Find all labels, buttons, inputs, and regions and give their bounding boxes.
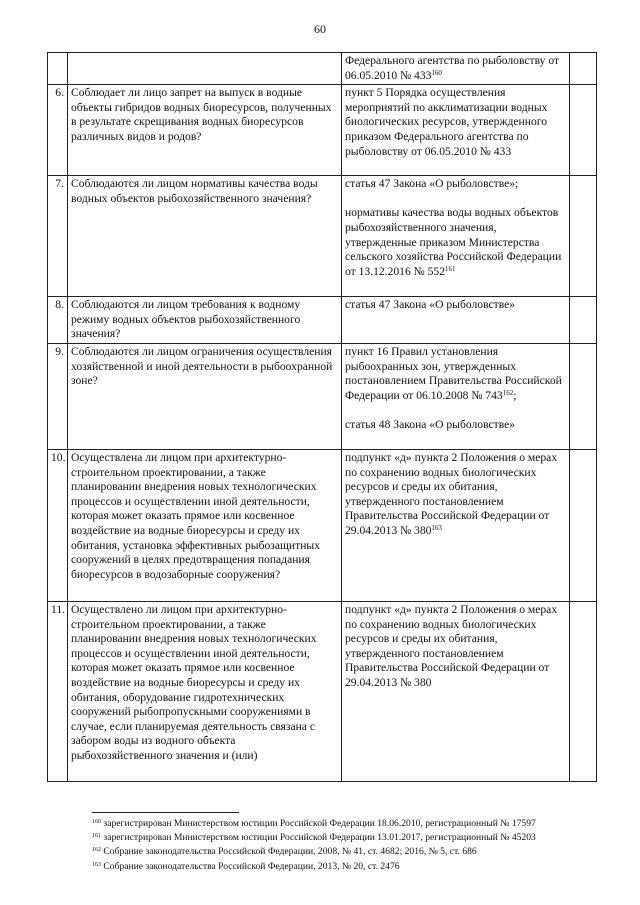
table-row (48, 53, 597, 85)
reference-paragraph: подпункт «д» пункта 2 Положения о мерах по сохранению водных биологических ресурсов и среды их обитания, утвержденного постановлением Правительства Российской Федерации от 29.04.2013 № $380^{163}$ (345, 450, 558, 537)
reference-paragraph: статья 48 Закона «О рыболовстве» (345, 417, 516, 431)
row-extra-cell (570, 85, 597, 176)
row-extra-cell (570, 449, 597, 601)
reference-paragraph: подпункт «д» пункта 2 Положения о мерах по сохранению водных биологических ресурсов и среды их обитания, утвержденного постановлением Правительства Российской Федерации от 29.04.2013 № 380 (345, 602, 558, 689)
row-reference (342, 343, 570, 449)
footnote-mark: 161 (92, 833, 101, 840)
footnote-divider (92, 812, 239, 813)
row-number (48, 53, 68, 85)
reference-paragraph: Федерального агентства по рыболовству от 06.05.2010 № $433^{160}$ (345, 54, 560, 82)
footnote: $^{163}$ Собрание законодательства Российской Федерации, 2013, № 20, ст. 2476 (92, 860, 400, 872)
row-number: 8. (48, 297, 68, 344)
row-question: Соблюдаются ли лицом нормативы качества воды водных объектов рыбохозяйственного значения? (68, 176, 342, 297)
row-question: Осуществлена ли лицом при архитектурно-строительном проектировании, а также планировании внедрения новых технологических процессов и осуществлении иной деятельности, которая может оказать прямое или косвенное воздействие на водные биоресурсы и среду их обитания, установка эффективных рыбозащитных сооружений в целях предотвращения попадания биоресурсов в водозаборные сооружения? (68, 449, 342, 601)
footnote-mark: 162 (92, 847, 101, 854)
row-extra-cell (570, 176, 597, 297)
row-reference (342, 449, 570, 601)
footnote-mark: 160 (431, 68, 442, 77)
footnote-mark: 162 (502, 388, 514, 397)
reference-paragraph: статья 47 Закона «О рыболовстве»; (345, 177, 519, 191)
requirements-table (47, 52, 597, 782)
table-row (48, 85, 597, 176)
table-row (48, 601, 597, 781)
footnote: $^{161}$ зарегистрирован Министерством юстиции Российской Федерации 13.01.2017, регистрационный № 45203 (92, 832, 536, 844)
row-reference (342, 601, 570, 781)
footnote: $^{160}$ зарегистрирован Министерством юстиции Российской Федерации 18.06.2010, регистрационный № 17597 (92, 818, 536, 829)
row-number: 9. (48, 343, 68, 449)
row-question (68, 53, 342, 85)
footnote: $^{162}$ Собрание законодательства Российской Федерации, 2008, № 41, ст. 4682; 2016, № 5, ст. 686 (92, 846, 477, 858)
row-question: Осуществлено ли лицом при архитектурно-строительном проектировании, а также планировании внедрения новых технологических процессов и осуществлении иной деятельности, которая может оказать прямое или косвенное воздействие на водные биоресурсы и среду их обитания, оборудование гидротехнических сооружений рыбопропускными сооружениями в случае, если планируемая деятельность связана с забором воды из водного объекта рыбохозяйственного значения и (или) (68, 601, 342, 781)
row-reference (342, 176, 570, 297)
reference-paragraph: статья 47 Закона «О рыболовстве» (345, 298, 516, 312)
footnote-mark: 163 (431, 523, 442, 532)
table-row (48, 297, 597, 344)
row-question: Соблюдаются ли лицом ограничения осуществления хозяйственной и иной деятельности в рыбоохранной зоне? (68, 343, 342, 449)
page-number: 60 (314, 22, 326, 36)
reference-paragraph: пункт 5 Порядка осуществления мероприятий по акклиматизации водных биологических ресурсов, утвержденного приказом Федерального агентства по рыболовству от 06.05.2010 № 433 (345, 86, 548, 158)
reference-paragraph: пункт 16 Правил установления рыбоохранных зон, утвержденных постановлением Правительства Российской Федерации от 06.10.2008 № $743^{162}$; (345, 344, 562, 402)
row-number: 10. (48, 449, 68, 601)
footnote-mark: 163 (92, 861, 101, 868)
row-question: Соблюдает ли лицо запрет на выпуск в водные объекты гибридов водных биоресурсов, полученных в результате скрещивания водных биоресурсов различных видов и родов? (68, 85, 342, 176)
row-question: Соблюдаются ли лицом требования к водному режиму водных объектов рыбохозяйственного значения? (68, 297, 342, 344)
row-reference (342, 53, 570, 85)
row-number: 6. (48, 85, 68, 176)
row-number: 7. (48, 176, 68, 297)
table-row (48, 176, 597, 297)
row-extra-cell (570, 601, 597, 781)
row-extra-cell (570, 343, 597, 449)
row-extra-cell (570, 297, 597, 344)
row-reference (342, 297, 570, 344)
table-row (48, 449, 597, 601)
footnotes (92, 817, 612, 874)
row-reference (342, 85, 570, 176)
footnote-mark: 161 (445, 264, 456, 273)
row-extra-cell (570, 53, 597, 85)
table-row (48, 343, 597, 449)
footnote-mark: 160 (92, 819, 101, 825)
reference-paragraph: нормативы качества воды водных объектов рыбохозяйственного значения, утвержденные приказом Министерства сельского хозяйства Российской Федерации от 13.12.2016 № $552^{161}$ (345, 206, 562, 278)
row-number: 11. (48, 601, 68, 781)
